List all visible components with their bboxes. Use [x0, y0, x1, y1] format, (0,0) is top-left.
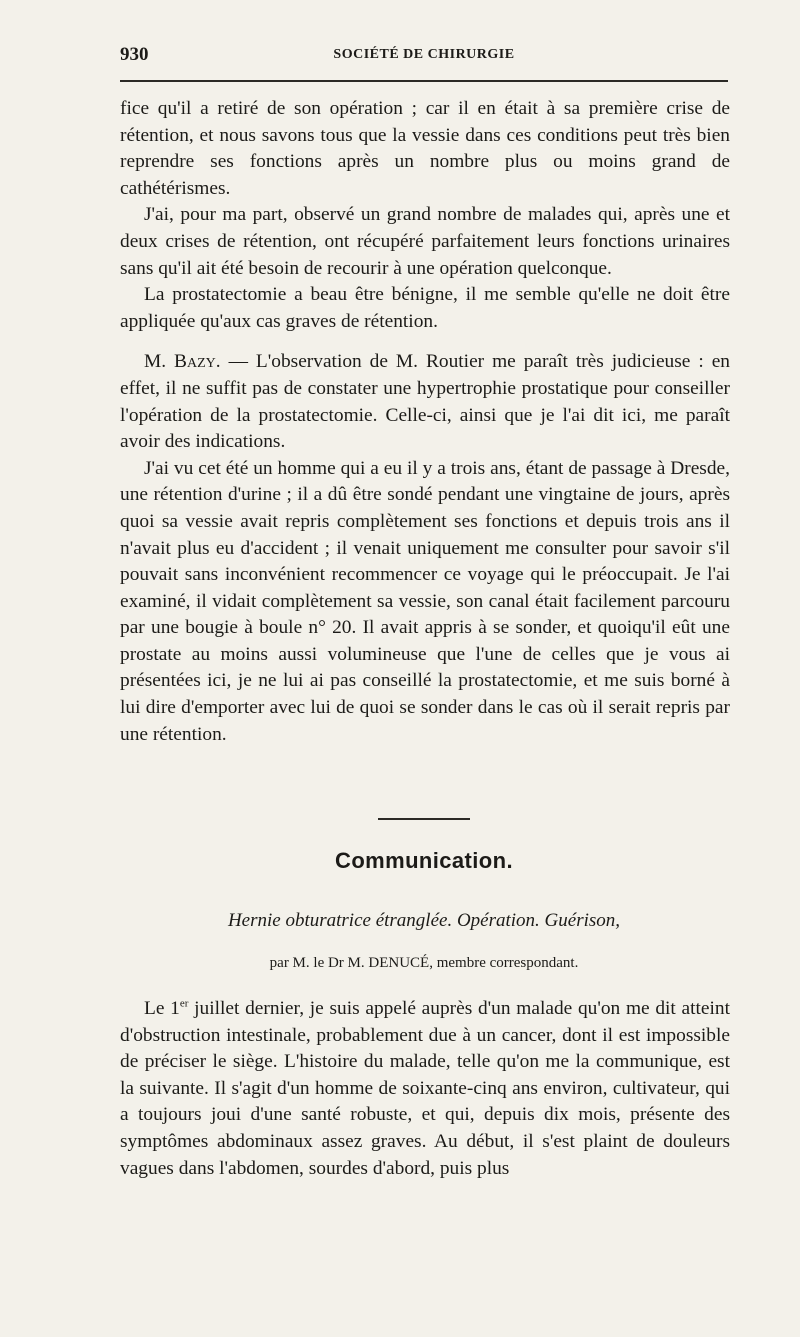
running-head: SOCIÉTÉ DE CHIRURGIE: [333, 47, 515, 62]
paragraph-gap: [120, 335, 730, 349]
header-rule: [120, 80, 728, 82]
bazy-text-1: . — L'observation de M. Routier me paraît très judicieuse : en effet, il ne suffit pas de constater une hypertrophie prostatique pour conseiller l'opération de la prostatectomie. Celle-ci, ainsi que je l'ai dit ici, me paraît avoir des indications.: [120, 351, 730, 453]
para-rest: juillet dernier, je suis appelé auprès d'un malade qu'on me dit atteint d'obstruction intestinale, probablement due à un cancer, dont il est impossible de préciser le siège. L'histoire du malade, telle qu'on me la communique, est la suivante. Il s'agit d'un homme de soixante-cinq ans environ, cultivateur, qui a toujours joui d'une santé robuste, et qui, depuis dix mois, présente des symptômes abdominaux assez graves. Au début, il s'est plaint de douleurs vagues dans l'abdomen, sourdes d'abord, puis plus: [120, 998, 730, 1179]
speaker-name: Bazy: [174, 351, 216, 373]
article-title: Hernie obturatrice étranglée. Opération. Guérison,: [227, 910, 621, 931]
section-separator: [378, 818, 470, 820]
page-number: 930: [120, 44, 149, 65]
section-title: Communication.: [335, 848, 513, 873]
communication-text: [120, 996, 730, 1182]
paragraph: La prostatectomie a beau être bénigne, il me semble qu'elle ne doit être appliquée qu'aux cas graves de rétention.: [120, 284, 730, 332]
paragraph-continuation: fice qu'il a retiré de son opération ; car il en était à sa première crise de rétention, et nous savons tous que la vessie dans ces conditions peut très bien reprendre ses fonctions après un nombre plus ou moins grand de cathétérismes.: [120, 98, 730, 199]
main-text: [120, 96, 730, 748]
bazy-paragraph-2: J'ai vu cet été un homme qui a eu il y a trois ans, étant de passage à Dresde, une rétention d'urine ; il a dû être sondé pendant une vingtaine de jours, après quoi sa vessie avait repris complètement ses fonctions et depuis trois ans il n'avait plus eu d'accident ; il venait uniquement me consulter pour savoir s'il pouvait sans inconvénient recommencer ce voyage qui le préoccupait. Je l'ai examiné, il vidait complètement sa vessie, son canal était facilement parcouru par une bougie à boule n° 20. Il avait appris à se sonder, et quoiqu'il eût une prostate au moins aussi volumineuse que l'une de celles que je vous ai présentées ici, je ne lui ai pas conseillé la prostatectomie, et me suis borné à lui dire d'emporter avec lui de quoi se sonder dans le cas où il serait repris par une rétention.: [120, 457, 730, 745]
paragraph: J'ai, pour ma part, observé un grand nombre de malades qui, après une et deux crises de rétention, ont récupéré parfaitement leurs fonctions urinaires sans qu'il ait été besoin de recourir à une opération quelconque.: [120, 204, 730, 279]
communication-paragraph: [120, 996, 730, 1182]
para-start: Le 1: [144, 998, 180, 1019]
speaker-prefix: M.: [144, 351, 175, 373]
ordinal-superscript: er: [179, 997, 189, 1010]
bazy-paragraph-1: [120, 349, 730, 455]
byline: par M. le Dr M. DENUCÉ, membre correspondant.: [269, 955, 579, 971]
page-header: [120, 44, 728, 68]
